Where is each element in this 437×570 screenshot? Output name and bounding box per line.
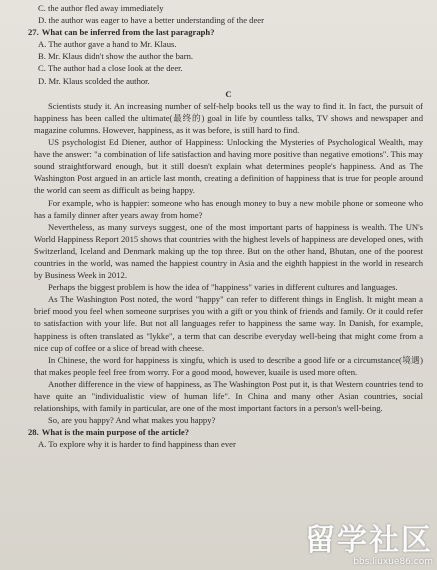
q27-option-b: B. Mr. Klaus didn't show the author the barn. (38, 51, 194, 62)
question-27-text: What can be inferred from the last paragraph? (41, 27, 215, 38)
question-27 (28, 26, 423, 38)
passage-paragraph-4: Nevertheless, as many surveys suggest, one of the most important parts of happiness is wealth. The UN's World Happiness Report 2015 shows that countries with the highest levels of happiness are developed ones, with Switzerland, Iceland and Denmark making up the top three. But on the other hand, Bhutan, one of the poorest countries in the world, was named the happiest country in Asia and the eighth happiest in the world in research by Business Week in 2012. (34, 221, 423, 281)
section-label-c: C (225, 88, 232, 99)
passage-paragraph-7: In Chinese, the word for happiness is xingfu, which is used to describe a good life or a circumstance(境遇) that makes people feel free from worry. For a good mood, however, kuaile is used more often. (34, 354, 423, 377)
site-watermark (305, 525, 433, 568)
passage-paragraph-5: Perhaps the biggest problem is how the idea of "happiness" varies in different cultures and languages. (48, 282, 398, 293)
question-28-number: 28. (28, 427, 39, 438)
question-28 (28, 426, 423, 438)
passage-paragraph-8: Another difference in the view of happiness, as The Washington Post put it, is that Western countries tend to have quite an "individualistic view of human life". In China and many other Asian countries, social relationships, with family in particular, are one of the most important factors in a person's well-being. (34, 378, 423, 414)
q26-option-d: D. the author was eager to have a better understanding of the deer (38, 15, 264, 26)
passage-paragraph-2: US psychologist Ed Diener, author of Happiness: Unlocking the Mysteries of Psychological Wealth, may have the answer: "a combination of life satisfaction and having more positive than negative emotions". This may sound straightforward enough, but it still doesn't explain what determines people's happiness. And as The Washington Post argued in an article last month, creating a definition of happiness that is true for people around the world can seem as difficult as being happy. (34, 137, 423, 196)
passage-paragraph-9: So, are you happy? And what makes you happy? (48, 415, 216, 426)
passage-paragraph-6: As The Washington Post noted, the word "happy" can refer to different things in English. It might mean a brief mood you feel when someone surprises you with a gift or you think of friends and family. Or it could refer to satisfaction with your life. But not all languages refer to happiness the same way. In Danish, for example, happiness is often translated as "lykke", a term that can describe everyday well-being that might come from a nice cup of coffee or a slice of bread with cheese. (34, 294, 423, 353)
watermark-chinese-text: 留学社区 (305, 523, 433, 558)
q26-option-c: C. the author fled away immediately (38, 3, 164, 13)
passage-paragraph-3: For example, who is happier: someone who has enough money to buy a new mobile phone or someone who has a family dinner after years away from home? (34, 197, 423, 220)
question-27-number: 27. (28, 27, 39, 38)
q27-option-d: D. Mr. Klaus scolded the author. (38, 75, 150, 86)
question-28-text: What is the main purpose of the article? (41, 427, 190, 438)
passage-paragraph-1: Scientists study it. An increasing number of self-help books tell us the way to find it. In fact, the pursuit of happiness has been called the ultimate(最终的) goal in life by countless talks, TV shows and newspaper and magazine columns. However, happiness, as it was before, is still hard to find. (34, 100, 423, 135)
q27-option-a: A. The author gave a hand to Mr. Klaus. (38, 39, 177, 50)
q28-option-a: A. To explore why it is harder to find happiness than ever (38, 439, 236, 450)
watermark-url: bbs.liuxue86.com (353, 557, 433, 567)
q27-option-c: C. The author had a close look at the deer. (38, 63, 183, 74)
